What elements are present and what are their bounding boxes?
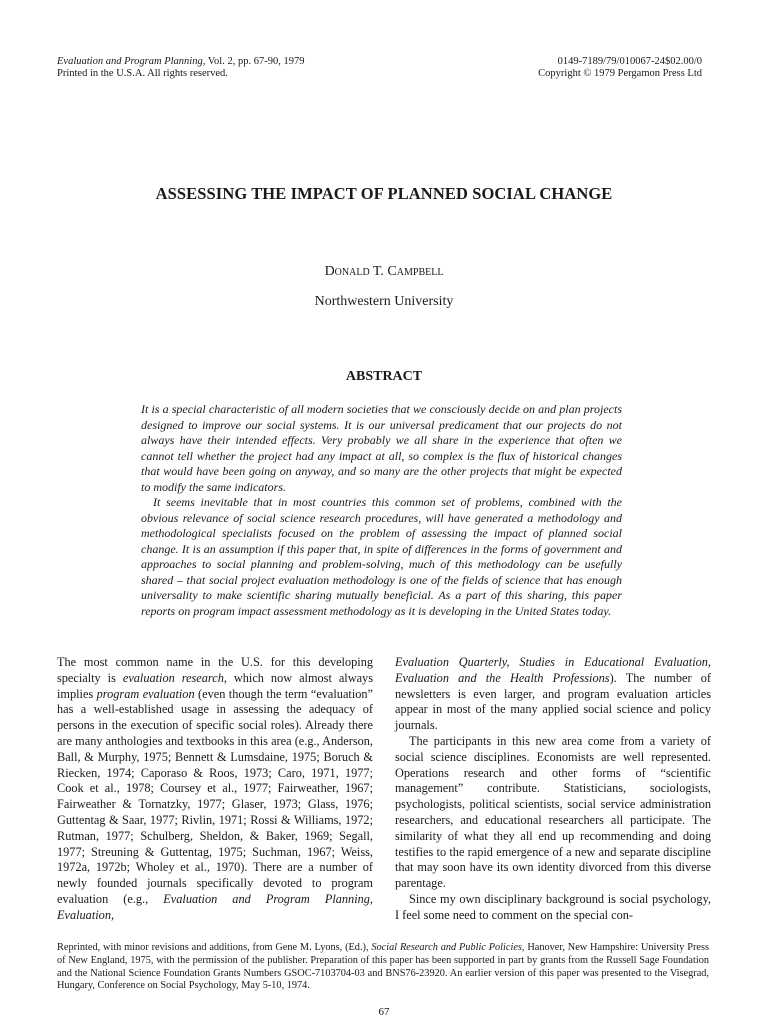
body-paragraph xyxy=(395,655,711,734)
body-emphasis: evaluation research xyxy=(122,670,224,685)
journal-name: Evaluation and Program Planning xyxy=(57,56,203,67)
abstract xyxy=(141,402,622,619)
article-code: 0149-7189/79/010067-24$02.00/0 xyxy=(557,56,702,67)
body-emphasis: program evaluation xyxy=(96,686,195,701)
body-paragraph xyxy=(57,655,373,924)
journal-details: , Vol. 2, pp. 67-90, 1979 xyxy=(202,56,305,67)
printed-notice: Printed in the U.S.A. All rights reserved. xyxy=(57,68,228,79)
author-name: Donald T. Campbell xyxy=(324,264,444,279)
publisher-header xyxy=(538,56,702,80)
abstract-paragraph: It is a special characteristic of all modern societies that we consciously decide on and plan projects designed to improve our social systems. It is our universal predicament that our projects do not always have their intended effects. Very probably we all share in the experience that often we cannot tell whether the project had any impact at all, so complex is the flux of historical changes that would have been going on anyway, and so many are the other projects that might be expected to modify the same indicators. xyxy=(141,402,622,494)
body-text: ). The number of newsletters is even larger, and program evaluation articles appear in most of the many applied social science and policy journals. xyxy=(395,670,711,733)
footnote-text: Reprinted, with minor revisions and additions, from Gene M. Lyons, (Ed.), xyxy=(57,942,372,953)
article-title: ASSESSING THE IMPACT OF PLANNED SOCIAL CHANGE xyxy=(155,184,613,203)
body-text: (even though the term “evaluation” has a well-established usage in assessing the adequacy of persons in the execution of specific social roles). Already there are many anthologies and textbooks in this area (e.g., Anderson, Ball, & Murphy, 1975; Bennett & Lumsdaine, 1975; Boruch & Riecken, 1974; Caporaso & Roos, 1973; Caro, 1971, 1977; Cook et al., 1978; Coursey et al., 1977; Fairweather, 1967; Fairweather & Tornatzky, 1977; Glaser, 1973; Glass, 1976; Guttentag & Saar, 1977; Rivlin, 1971; Rossi & Williams, 1972; Rutman, 1977; Schulberg, Sheldon, & Baker, 1969; Segall, 1977; Streuning & Guttentag, 1975; Suchman, 1967; Weiss, 1972a, 1972b; Wholey et al., 1970). There are a number of newly founded journals specifically devoted to program evaluation (e.g., xyxy=(57,686,374,906)
journal-header xyxy=(57,56,304,80)
abstract-heading: ABSTRACT xyxy=(345,369,423,384)
body-emphasis: Evaluation Quarterly, Studies in Educational Evaluation, Evaluation and the Health Professions xyxy=(395,655,711,685)
body-column-right xyxy=(395,655,711,924)
body-paragraph: The participants in this new area come from a variety of social science disciplines. Economists are well represented. Operations research and other forms of “scientific management” contribute. Statisticians, sociologists, psychologists, political scientists, social service administration researchers, and educational researchers all participate. The similarity of what they all end up recommending and doing testifies to the rapid emergence of a new and separate discipline that may soon have its own identity divorced from this diverse parentage. xyxy=(395,733,711,891)
author-affiliation: Northwestern University xyxy=(314,294,454,309)
copyright-notice: Copyright © 1979 Pergamon Press Ltd xyxy=(538,68,702,79)
body-emphasis: Evaluation and Program Planning, Evaluation, xyxy=(57,891,373,922)
page-number: 67 xyxy=(378,1006,390,1018)
footnote-text: , Hanover, New Hampshire: University Press of New England, 1975, with the permission of the publisher. Preparation of this paper has been supported in part by grants from the Russell Sage Foundation and the National Science Foundation Grants Numbers GSOC-7103704-03 and BNS76-23920. An earlier version of this paper was presented to the Visegrad, Hungary, Conference on Social Psychology, May 5-10, 1974. xyxy=(57,942,709,992)
body-column-left xyxy=(57,655,373,924)
body-text: , which now almost always implies xyxy=(57,670,373,701)
footnote xyxy=(57,942,709,993)
journal-citation xyxy=(57,56,304,68)
footnote-emphasis: Social Research and Public Policies xyxy=(371,942,522,953)
body-paragraph: Since my own disciplinary background is social psychology, I feel some need to comment on the special con- xyxy=(395,891,711,922)
abstract-paragraph: It seems inevitable that in most countries this common set of problems, combined with the obvious relevance of social science research procedures, will have generated a methodology and methodological specialists focused on the problem of assessing the impact of planned social change. It is an assumption if this paper that, in spite of differences in the forms of government and approaches to social planning and problem-solving, much of this methodology can be usefully shared – that social project evaluation methodology is one of the fields of science that has enough universality to make scientific sharing mutually beneficial. As a part of this sharing, this paper reports on program impact assessment methodology as it is developing in the United States today. xyxy=(141,495,622,618)
body-text: The most common name in the U.S. for this developing specialty is xyxy=(57,655,373,685)
